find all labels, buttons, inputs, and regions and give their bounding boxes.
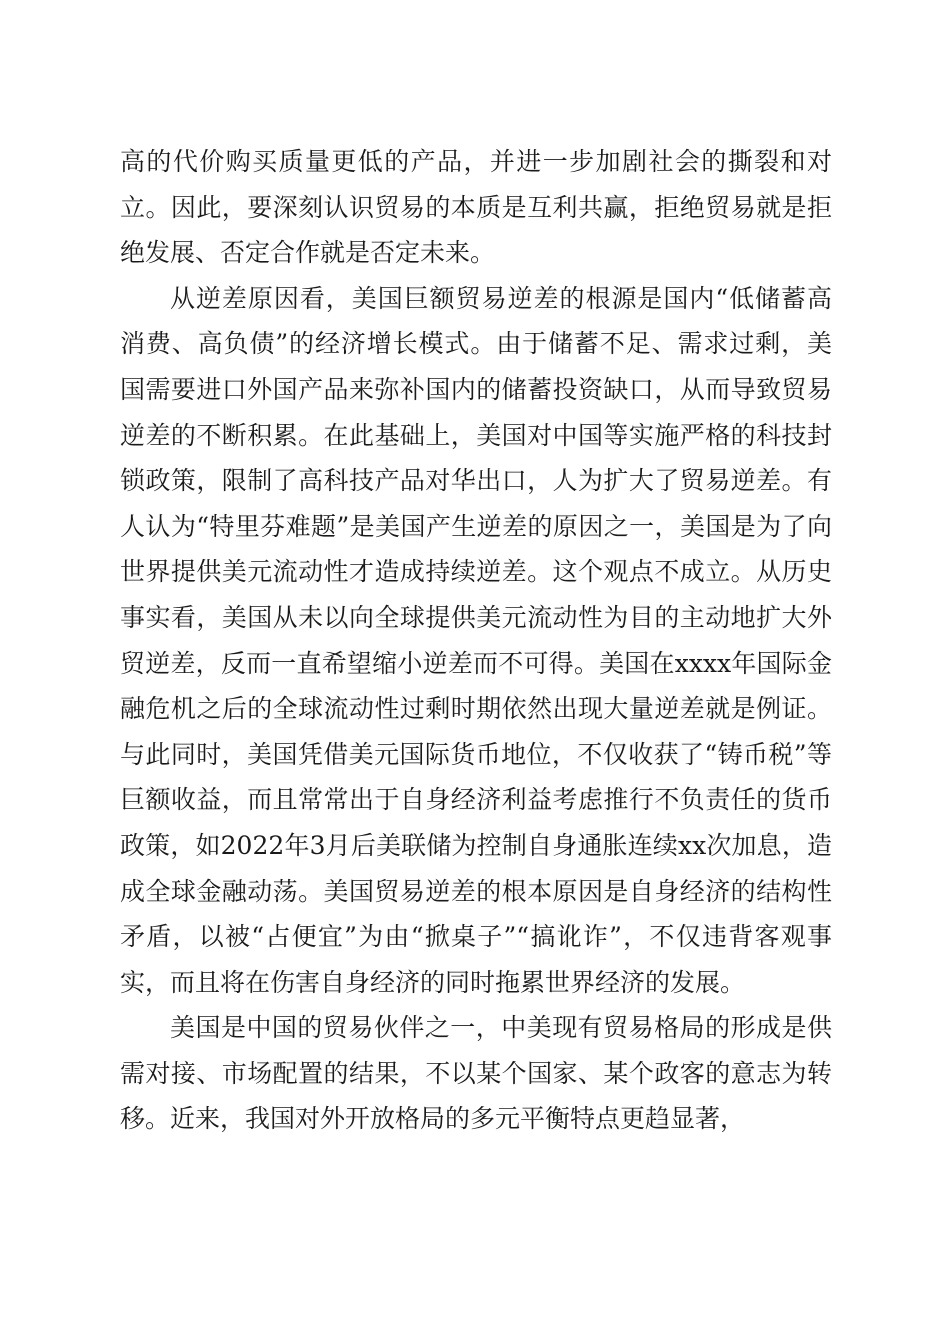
document-body xyxy=(120,139,832,1142)
paragraph-trade-partner: 美国是中国的贸易伙伴之一，中美现有贸易格局的形成是供需对接、市场配置的结果，不以某个国家、某个政客的意志为转移。近来，我国对外开放格局的多元平衡特点更趋显著， xyxy=(120,1013,832,1134)
paragraph-continuation: 高的代价购买质量更低的产品，并进一步加剧社会的撕裂和对立。因此，要深刻认识贸易的本质是互利共赢，拒绝贸易就是拒绝发展、否定合作就是否定未来。 xyxy=(120,147,832,268)
paragraph-deficit-causes: 从逆差原因看，美国巨额贸易逆差的根源是国内“低储蓄高消费、高负债”的经济增长模式。由于储蓄不足、需求过剩，美国需要进口外国产品来弥补国内的储蓄投资缺口，从而导致贸易逆差的不断积累。在此基础上，美国对中国等实施严格的科技封锁政策，限制了高科技产品对华出口，人为扩大了贸易逆差。有人认为“特里芬难题”是美国产生逆差的原因之一，美国是为了向世界提供美元流动性才造成持续逆差。这个观点不成立。从历史事实看，美国从未以向全球提供美元流动性为目的主动地扩大外贸逆差，反而一直希望缩小逆差而不可得。美国在xxxx年国际金融危机之后的全球流动性过剩时期依然出现大量逆差就是例证。与此同时，美国凭借美元国际货币地位，不仅收获了“铸币税”等巨额收益，而且常常出于自身经济利益考虑推行不负责任的货币政策，如2022年3月后美联储为控制自身通胀连续xx次加息，造成全球金融动荡。美国贸易逆差的根本原因是自身经济的结构性矛盾，以被“占便宜”为由“掀桌子”“搞讹诈”，不仅违背客观事实，而且将在伤害自身经济的同时拖累世界经济的发展。 xyxy=(120,283,832,997)
